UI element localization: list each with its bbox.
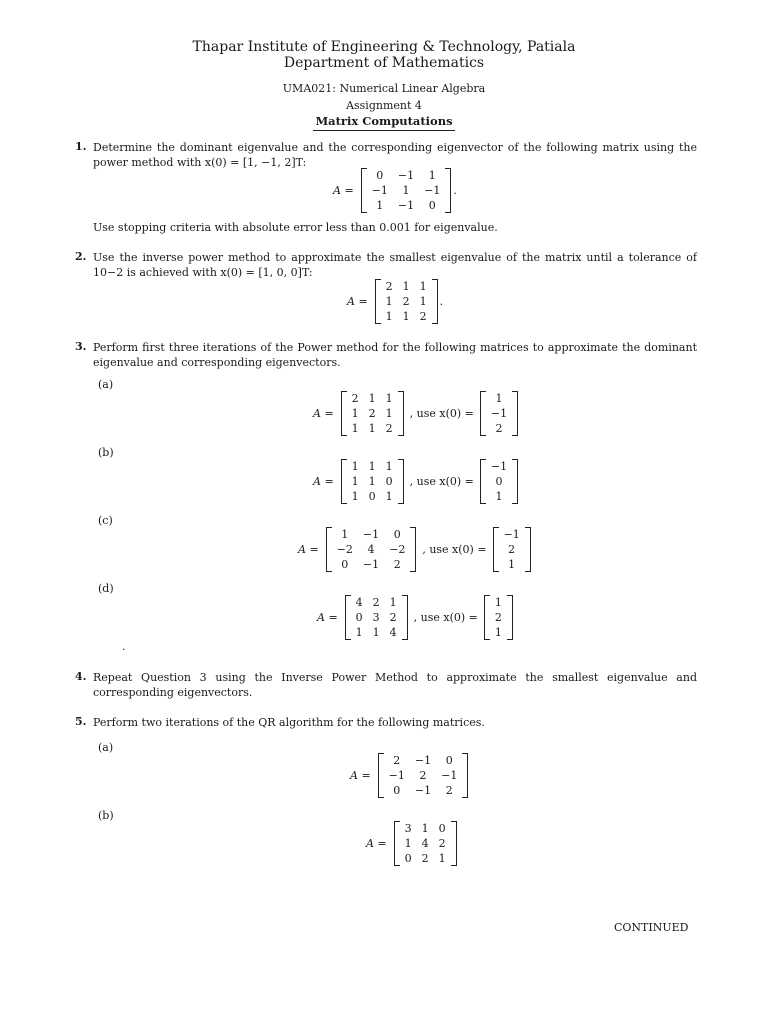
right-bracket: [525, 527, 531, 572]
matrix-entry: 1: [385, 392, 393, 405]
equation-lhs: A =: [333, 184, 354, 197]
matrix-entry: 4: [355, 596, 363, 609]
question-3b-label: (b): [98, 446, 114, 459]
question-4-number: 4.: [75, 670, 87, 683]
matrix-entry: 2: [421, 852, 429, 865]
right-bracket: [432, 279, 438, 324]
matrix-entry: 1: [402, 280, 410, 293]
question-5-text: Perform two iterations of the QR algorithm for the following matrices.: [93, 716, 485, 729]
matrix: [345, 595, 408, 640]
use-label: , use x(0) =: [413, 611, 478, 624]
matrix-entry: 0: [341, 558, 349, 571]
matrix-entry: 2: [438, 837, 446, 850]
question-3c-equation: [298, 527, 533, 572]
matrix-entry: 0: [445, 754, 453, 767]
question-5b-label: (b): [98, 809, 114, 822]
equation-lhs: A =: [317, 611, 338, 624]
matrix-entry: 4: [389, 626, 397, 639]
matrix: [341, 391, 404, 436]
equation-tail: .: [439, 295, 444, 308]
right-bracket: [451, 821, 457, 866]
question-3a-label: (a): [98, 378, 114, 391]
equation-lhs: A =: [347, 295, 368, 308]
right-bracket: [402, 595, 408, 640]
matrix-entry: 1: [402, 310, 410, 323]
question-5-number: 5.: [75, 715, 87, 728]
matrix-entry: 0: [404, 852, 412, 865]
matrix-entry: 1: [419, 280, 427, 293]
equation-lhs: A =: [313, 475, 334, 488]
matrix-entry: 1: [385, 310, 393, 323]
right-bracket: [507, 595, 513, 640]
matrix-entry: 1: [404, 837, 412, 850]
use-label: , use x(0) =: [422, 543, 487, 556]
vector: [484, 595, 513, 640]
vector: [480, 391, 518, 436]
right-bracket: [512, 459, 518, 504]
matrix-entry: 0: [393, 528, 401, 541]
matrix-entry: 0: [428, 199, 436, 212]
matrix-entry: 1: [368, 392, 376, 405]
matrix-entry: 2: [419, 310, 427, 323]
right-bracket: [398, 391, 404, 436]
stray-dot: .: [122, 640, 126, 653]
matrix-entry: −1: [414, 754, 432, 767]
department-name: Department of Mathematics: [283, 55, 485, 71]
vector-entry: −1: [490, 407, 508, 420]
vector-entry: 1: [495, 392, 503, 405]
matrix-entry: 1: [376, 199, 384, 212]
matrix-entry: 2: [351, 392, 359, 405]
use-label: , use x(0) =: [409, 475, 474, 488]
question-3-text: Perform first three iterations of the Power method for the following matrices to approximate the dominant eigenvalue and corresponding eigenvectors.: [93, 341, 697, 369]
question-4-text: Repeat Question 3 using the Inverse Power Method to approximate the smallest eigenvalue and corresponding eigenvectors.: [93, 671, 697, 699]
matrix-entry: −1: [397, 199, 415, 212]
vector-entry: 2: [494, 611, 502, 624]
matrix-entry: −1: [362, 528, 380, 541]
matrix-entry: 1: [421, 822, 429, 835]
matrix-entry: 0: [376, 169, 384, 182]
question-1-number: 1.: [75, 140, 87, 153]
question-5a-label: (a): [98, 741, 114, 754]
matrix-entry: 4: [367, 543, 375, 556]
equation-lhs: A =: [350, 769, 371, 782]
vector-entry: 1: [494, 626, 502, 639]
vector: [493, 527, 531, 572]
matrix-entry: 1: [385, 460, 393, 473]
matrix-entry: 2: [445, 784, 453, 797]
matrix-entry: −1: [414, 784, 432, 797]
matrix-entry: 2: [402, 295, 410, 308]
right-bracket: [398, 459, 404, 504]
matrix-entry: 2: [385, 422, 393, 435]
matrix-entry: 1: [438, 852, 446, 865]
question-2-text: Use the inverse power method to approximate the smallest eigenvalue of the matrix until a tolerance of 10−2 is achieved with x(0) = [1, 0, 0]T:: [93, 251, 697, 279]
matrix-entry: 0: [393, 784, 401, 797]
matrix-entry: 1: [385, 295, 393, 308]
matrix-entry: −1: [424, 184, 441, 197]
matrix-entry: 2: [393, 558, 401, 571]
matrix-entry: −1: [441, 769, 458, 782]
matrix-entry: 1: [351, 475, 359, 488]
matrix-entry: 1: [385, 407, 393, 420]
question-3a-equation: [313, 391, 520, 436]
matrix-entry: 1: [385, 490, 393, 503]
right-bracket: [462, 753, 468, 798]
question-3d-label: (d): [98, 582, 114, 595]
matrix-entry: −1: [362, 558, 380, 571]
vector: [480, 459, 518, 504]
right-bracket: [445, 168, 451, 213]
vector-entry: 1: [495, 490, 503, 503]
matrix-entry: 1: [341, 528, 349, 541]
question-3b-equation: [313, 459, 520, 504]
question-2-number: 2.: [75, 250, 87, 263]
matrix-entry: 2: [372, 596, 380, 609]
question-3c-label: (c): [98, 514, 113, 527]
matrix-entry: 4: [421, 837, 429, 850]
matrix-entry: 3: [404, 822, 412, 835]
equation-lhs: A =: [313, 407, 334, 420]
matrix-entry: 1: [419, 295, 427, 308]
matrix-entry: −1: [397, 169, 415, 182]
vector-entry: 2: [495, 422, 503, 435]
matrix-entry: 1: [351, 422, 359, 435]
matrix: [326, 527, 417, 572]
matrix-entry: 2: [393, 754, 401, 767]
matrix-entry: 1: [351, 460, 359, 473]
equation-lhs: A =: [298, 543, 319, 556]
right-bracket: [512, 391, 518, 436]
question-2-equation: [347, 279, 443, 324]
matrix-entry: 1: [428, 169, 436, 182]
question-1-equation: [333, 168, 457, 213]
use-label: , use x(0) =: [409, 407, 474, 420]
matrix-entry: 1: [368, 460, 376, 473]
matrix-entry: −2: [389, 543, 406, 556]
vector-entry: −1: [503, 528, 520, 541]
matrix-entry: 1: [368, 422, 376, 435]
matrix-entry: 2: [368, 407, 376, 420]
equation-lhs: A =: [366, 837, 387, 850]
matrix-entry: 1: [351, 407, 359, 420]
matrix: [394, 821, 457, 866]
right-bracket: [410, 527, 416, 572]
vector-entry: 1: [508, 558, 516, 571]
course-title: UMA021: Numerical Linear Algebra: [282, 82, 486, 95]
matrix-entry: 0: [368, 490, 376, 503]
matrix-entry: 0: [438, 822, 446, 835]
matrix-entry: −1: [388, 769, 405, 782]
matrix-entry: −2: [336, 543, 353, 556]
institute-name: Thapar Institute of Engineering & Technology, Patiala: [192, 39, 576, 55]
assignment-number: Assignment 4: [346, 99, 422, 112]
matrix-entry: 2: [419, 769, 427, 782]
matrix-entry: 1: [372, 626, 380, 639]
assignment-topic: Matrix Computations: [0, 114, 768, 128]
equation-tail: .: [453, 184, 457, 197]
question-5b-equation: [366, 821, 459, 866]
vector-entry: 1: [494, 596, 502, 609]
question-3-number: 3.: [75, 340, 87, 353]
continued-label: CONTINUED: [614, 921, 689, 934]
matrix: [375, 279, 438, 324]
matrix: [361, 168, 452, 213]
matrix-entry: 1: [355, 626, 363, 639]
matrix-entry: 2: [389, 611, 397, 624]
vector-entry: 2: [508, 543, 516, 556]
matrix-entry: 1: [368, 475, 376, 488]
matrix-entry: 0: [385, 475, 393, 488]
matrix: [341, 459, 404, 504]
question-3d-equation: [317, 595, 515, 640]
matrix-entry: 1: [351, 490, 359, 503]
matrix-entry: 1: [389, 596, 397, 609]
question-1-text: Determine the dominant eigenvalue and the corresponding eigenvector of the following matrix using the power method with x(0) = [1, −1, 2]T:: [93, 141, 697, 169]
matrix-entry: 3: [372, 611, 380, 624]
matrix-entry: 1: [402, 184, 410, 197]
vector-entry: −1: [490, 460, 508, 473]
matrix-entry: 2: [385, 280, 393, 293]
question-5a-equation: [350, 753, 470, 798]
vector-entry: 0: [495, 475, 503, 488]
question-1-note: Use stopping criteria with absolute error less than 0.001 for eigenvalue.: [93, 221, 498, 234]
matrix: [378, 753, 469, 798]
matrix-entry: 0: [355, 611, 363, 624]
matrix-entry: −1: [371, 184, 388, 197]
